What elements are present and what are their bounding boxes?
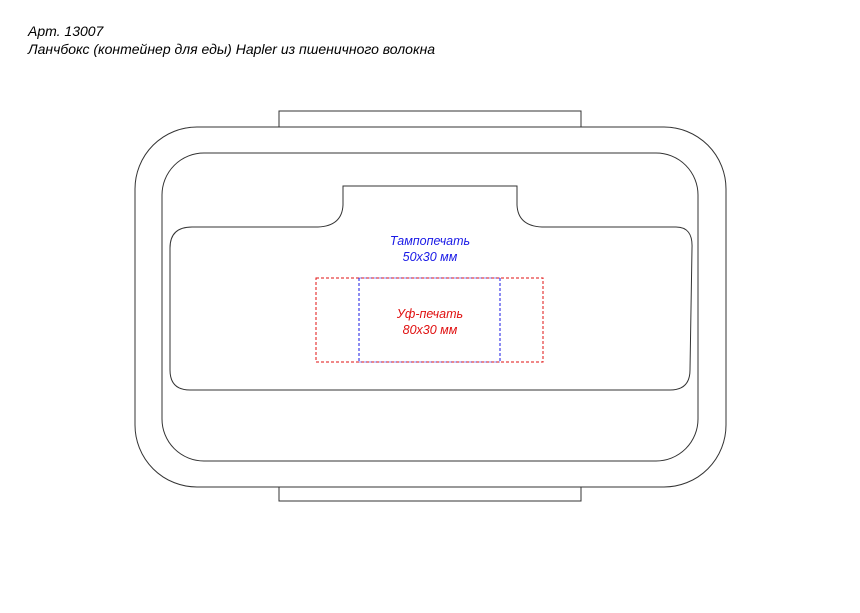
- uv-print-size: 80x30 мм: [402, 323, 458, 337]
- article-number: Арт. 13007: [28, 23, 104, 39]
- uv-print-title: Уф-печать: [396, 307, 464, 321]
- pad-print-size: 50x30 мм: [402, 250, 458, 264]
- product-title: Ланчбокс (контейнер для еды) Hapler из пшеничного волокна: [28, 41, 436, 57]
- top-latch-clip: [279, 111, 581, 127]
- bottom-latch-clip: [279, 486, 581, 501]
- pad-print-title: Тампопечать: [389, 234, 471, 248]
